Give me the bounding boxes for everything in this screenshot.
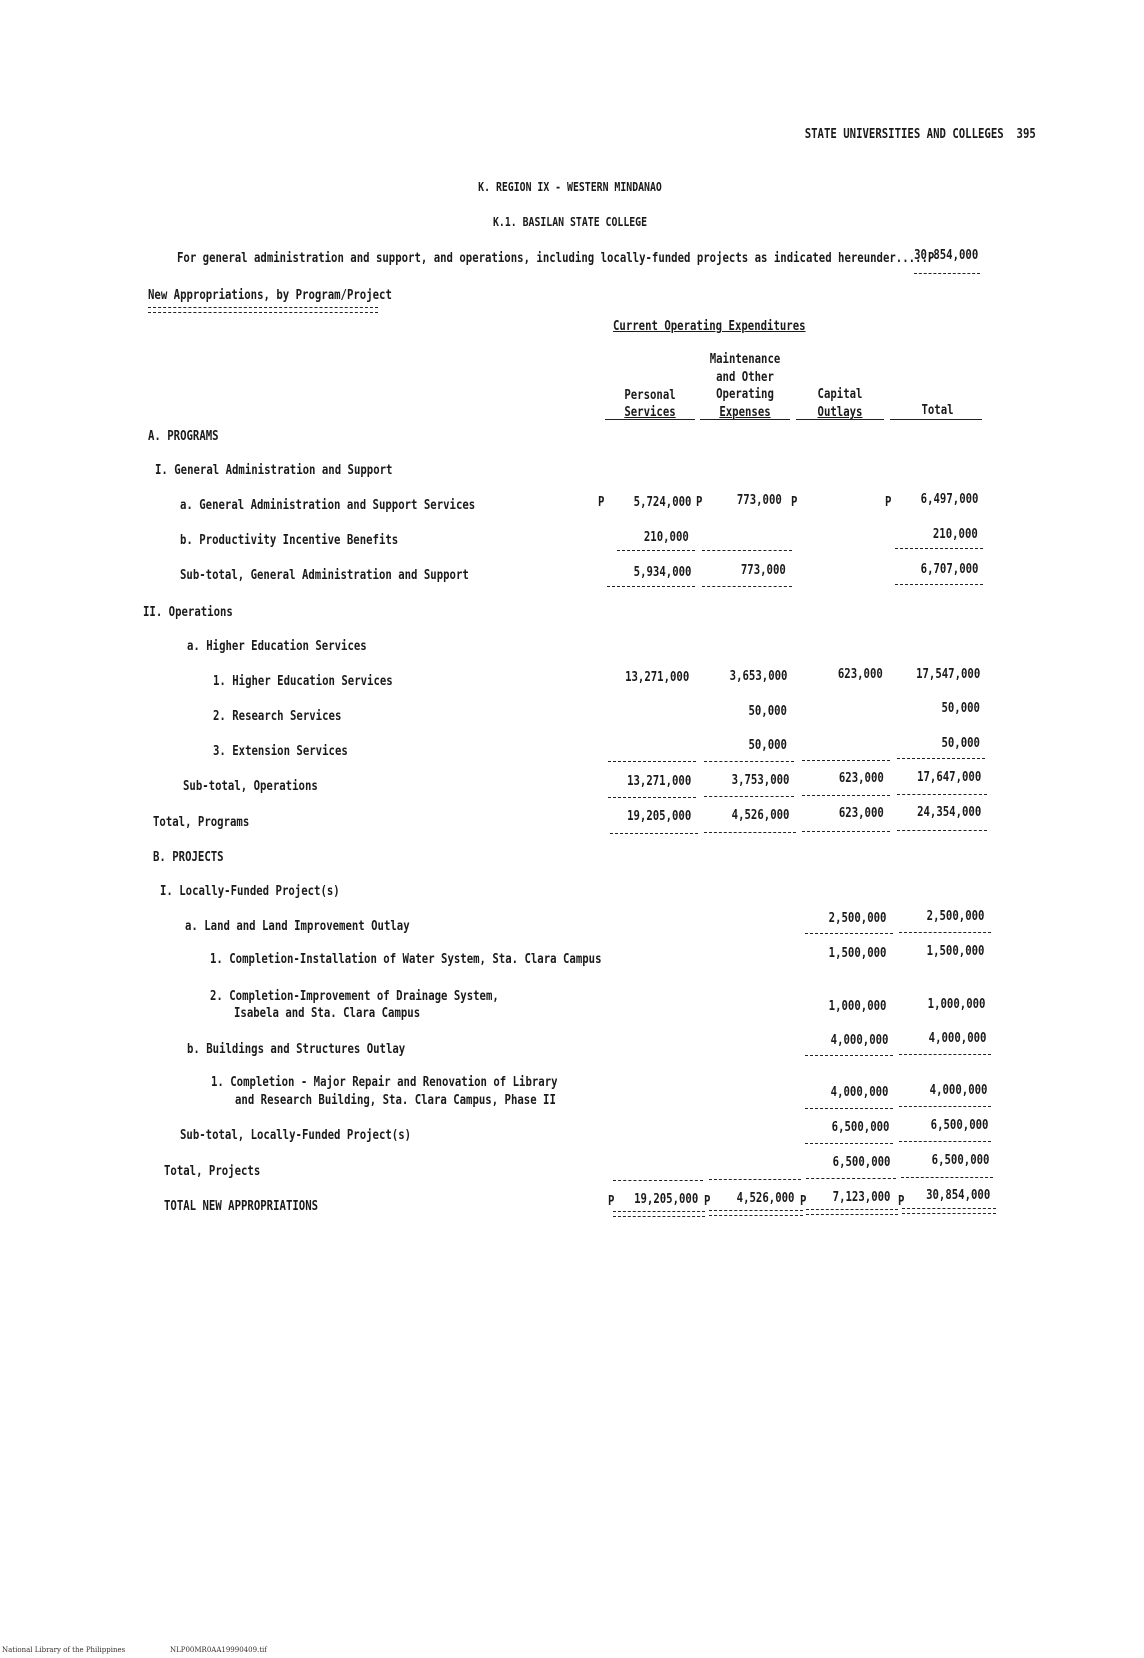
row-ops-subtotal: Sub-total, Operations (183, 779, 318, 794)
rule (806, 1178, 896, 1179)
row-lfp-b1: 1. Completion - Major Repair and Renovation of Library (211, 1075, 558, 1090)
rule (805, 1108, 893, 1109)
cell-personal: 13,271,000 (626, 774, 691, 789)
cell-mooe: 3,653,000 (729, 669, 787, 684)
row-total-programs: Total, Programs (153, 815, 250, 830)
cell-mooe: 50,000 (748, 704, 787, 719)
col-total: Total (921, 403, 954, 418)
row-lfp-a2: 2. Completion-Improvement of Drainage System, (210, 989, 499, 1004)
peso-sign: P (608, 1194, 615, 1209)
cell-capital: 623,000 (838, 667, 883, 682)
row-ops-a: a. Higher Education Services (187, 639, 367, 654)
peso-sign: P (885, 495, 892, 510)
header-rule-personal (605, 419, 695, 420)
cell-total: 4,000,000 (928, 1031, 986, 1046)
rule (608, 761, 696, 762)
rule (802, 760, 890, 761)
peso-sign: P (704, 1194, 711, 1209)
rule (901, 1177, 993, 1178)
col-mooe-line3: Operating (716, 387, 774, 402)
cell-capital: 2,500,000 (828, 911, 886, 926)
rule (805, 1055, 893, 1056)
row-projects: B. PROJECTS (153, 850, 224, 865)
rule (702, 586, 792, 587)
cell-capital: 4,000,000 (830, 1033, 888, 1048)
cell-mooe: 4,526,000 (731, 808, 789, 823)
new-appropriations-label: New Appropriations, by Program/Project (148, 288, 392, 303)
rule (704, 796, 794, 797)
cell-total: 50,000 (941, 736, 980, 751)
cell-total: 2,500,000 (926, 909, 984, 924)
rule (895, 548, 983, 549)
cell-personal: 19,205,000 (626, 809, 691, 824)
row-programs: A. PROGRAMS (148, 429, 219, 444)
peso-sign: P (696, 495, 703, 510)
col-mooe-line1: Maintenance (709, 352, 781, 367)
peso-sign: P (898, 1194, 905, 1209)
cell-capital: 623,000 (839, 771, 884, 786)
rule (899, 932, 991, 933)
cell-capital: 4,000,000 (830, 1085, 888, 1100)
cell-total: 6,707,000 (920, 562, 978, 577)
cell-personal: 210,000 (644, 530, 689, 545)
peso-sign: P (598, 495, 605, 510)
rule (895, 584, 983, 585)
rule (610, 833, 698, 834)
rule (617, 550, 695, 551)
rule (608, 797, 696, 798)
row-operations: II. Operations (143, 605, 233, 620)
rule (704, 832, 796, 833)
double-rule (902, 1208, 996, 1214)
section-title: STATE UNIVERSITIES AND COLLEGES (804, 127, 1004, 142)
label-double-rule (148, 307, 378, 313)
row-lfp-b1-cont: and Research Building, Sta. Clara Campus, Phase II (235, 1093, 556, 1108)
cell-mooe: 50,000 (748, 738, 787, 753)
row-grand-total: TOTAL NEW APPROPRIATIONS (164, 1199, 319, 1214)
col-personal-line1: Personal (624, 388, 676, 403)
rule (897, 794, 987, 795)
cell-total: 17,547,000 (915, 667, 980, 682)
double-rule (806, 1209, 898, 1215)
cell-total: 6,500,000 (930, 1118, 988, 1133)
cell-total: 17,647,000 (916, 770, 981, 785)
cell-mooe: 4,526,000 (736, 1191, 794, 1206)
row-total-projects: Total, Projects (164, 1164, 261, 1179)
header-rule-capital (796, 419, 884, 420)
col-mooe-line4: Expenses (719, 405, 771, 420)
region-title: K. REGION IX - WESTERN MINDANAO (478, 180, 662, 194)
cell-capital: 6,500,000 (831, 1120, 889, 1135)
cell-capital: 7,123,000 (832, 1190, 890, 1205)
header-rule-total (890, 419, 982, 420)
row-lfp-b: b. Buildings and Structures Outlay (187, 1042, 406, 1057)
rule (704, 761, 794, 762)
row-ops-a2: 2. Research Services (213, 709, 342, 724)
rule (899, 1141, 991, 1142)
cell-total: 4,000,000 (929, 1083, 987, 1098)
row-lfp-a1: 1. Completion-Installation of Water System, Sta. Clara Campus (210, 952, 602, 967)
row-gas-b: b. Productivity Incentive Benefits (180, 533, 399, 548)
row-lfp: I. Locally-Funded Project(s) (160, 884, 340, 899)
cell-personal: 19,205,000 (633, 1192, 698, 1207)
header-rule-mooe (700, 419, 790, 420)
row-lfp-a: a. Land and Land Improvement Outlay (185, 919, 410, 934)
rule (613, 1180, 703, 1181)
cell-total: 24,354,000 (916, 805, 981, 820)
cell-mooe: 773,000 (741, 563, 786, 578)
cell-capital: 1,000,000 (828, 999, 886, 1014)
rule (897, 758, 985, 759)
page-number: 395 (1016, 127, 1036, 142)
row-gas-subtotal: Sub-total, General Administration and Support (180, 568, 469, 583)
rule (899, 1106, 991, 1107)
cell-total: 1,500,000 (926, 944, 984, 959)
cell-total: 1,000,000 (927, 997, 985, 1012)
cell-capital: 6,500,000 (832, 1155, 890, 1170)
peso-sign: P (791, 495, 798, 510)
rule (802, 795, 890, 796)
row-lfp-a2-cont: Isabela and Sta. Clara Campus (234, 1006, 421, 1021)
rule (702, 550, 792, 551)
rule (899, 1054, 991, 1055)
cell-personal: 13,271,000 (624, 670, 689, 685)
cell-capital: 1,500,000 (828, 946, 886, 961)
column-group-label: Current Operating Expenditures (613, 319, 806, 334)
cell-mooe: 3,753,000 (731, 773, 789, 788)
col-mooe-line2: and Other (716, 370, 774, 385)
cell-total: 30,854,000 (925, 1188, 990, 1203)
rule (709, 1179, 801, 1180)
row-ops-a3: 3. Extension Services (213, 744, 348, 759)
col-personal-line2: Services (624, 405, 676, 420)
rule (805, 933, 893, 934)
cell-total: 210,000 (933, 527, 978, 542)
peso-sign: P (800, 1194, 807, 1209)
college-title: K.1. BASILAN STATE COLLEGE (492, 215, 648, 229)
double-rule (613, 1211, 705, 1217)
rule (607, 586, 695, 587)
col-capital-line2: Outlays (817, 405, 863, 420)
rule (897, 830, 987, 831)
intro-amount: 30,854,000 (913, 248, 978, 263)
cell-personal: 5,934,000 (633, 565, 691, 580)
intro-text: For general administration and support, and operations, including locally-funded projects as indicated hereunder.....P (177, 251, 935, 266)
cell-total: 6,497,000 (920, 492, 978, 507)
page-header (805, 127, 1036, 142)
footer-file: NLP00MR0AA19990409.tif (170, 1646, 267, 1654)
cell-capital: 623,000 (839, 806, 884, 821)
row-gas-a: a. General Administration and Support Services (180, 498, 476, 513)
row-ops-a1: 1. Higher Education Services (213, 674, 393, 689)
cell-total: 50,000 (941, 701, 980, 716)
col-capital-line1: Capital (817, 387, 863, 402)
intro-rule (914, 273, 980, 274)
double-rule (709, 1210, 803, 1216)
rule (802, 831, 890, 832)
cell-total: 6,500,000 (931, 1153, 989, 1168)
footer-library: National Library of the Philippines (2, 1646, 126, 1654)
cell-personal: 5,724,000 (633, 495, 691, 510)
cell-mooe: 773,000 (737, 493, 782, 508)
row-lfp-subtotal: Sub-total, Locally-Funded Project(s) (180, 1128, 412, 1143)
row-gas: I. General Administration and Support (155, 463, 393, 478)
rule (805, 1143, 893, 1144)
